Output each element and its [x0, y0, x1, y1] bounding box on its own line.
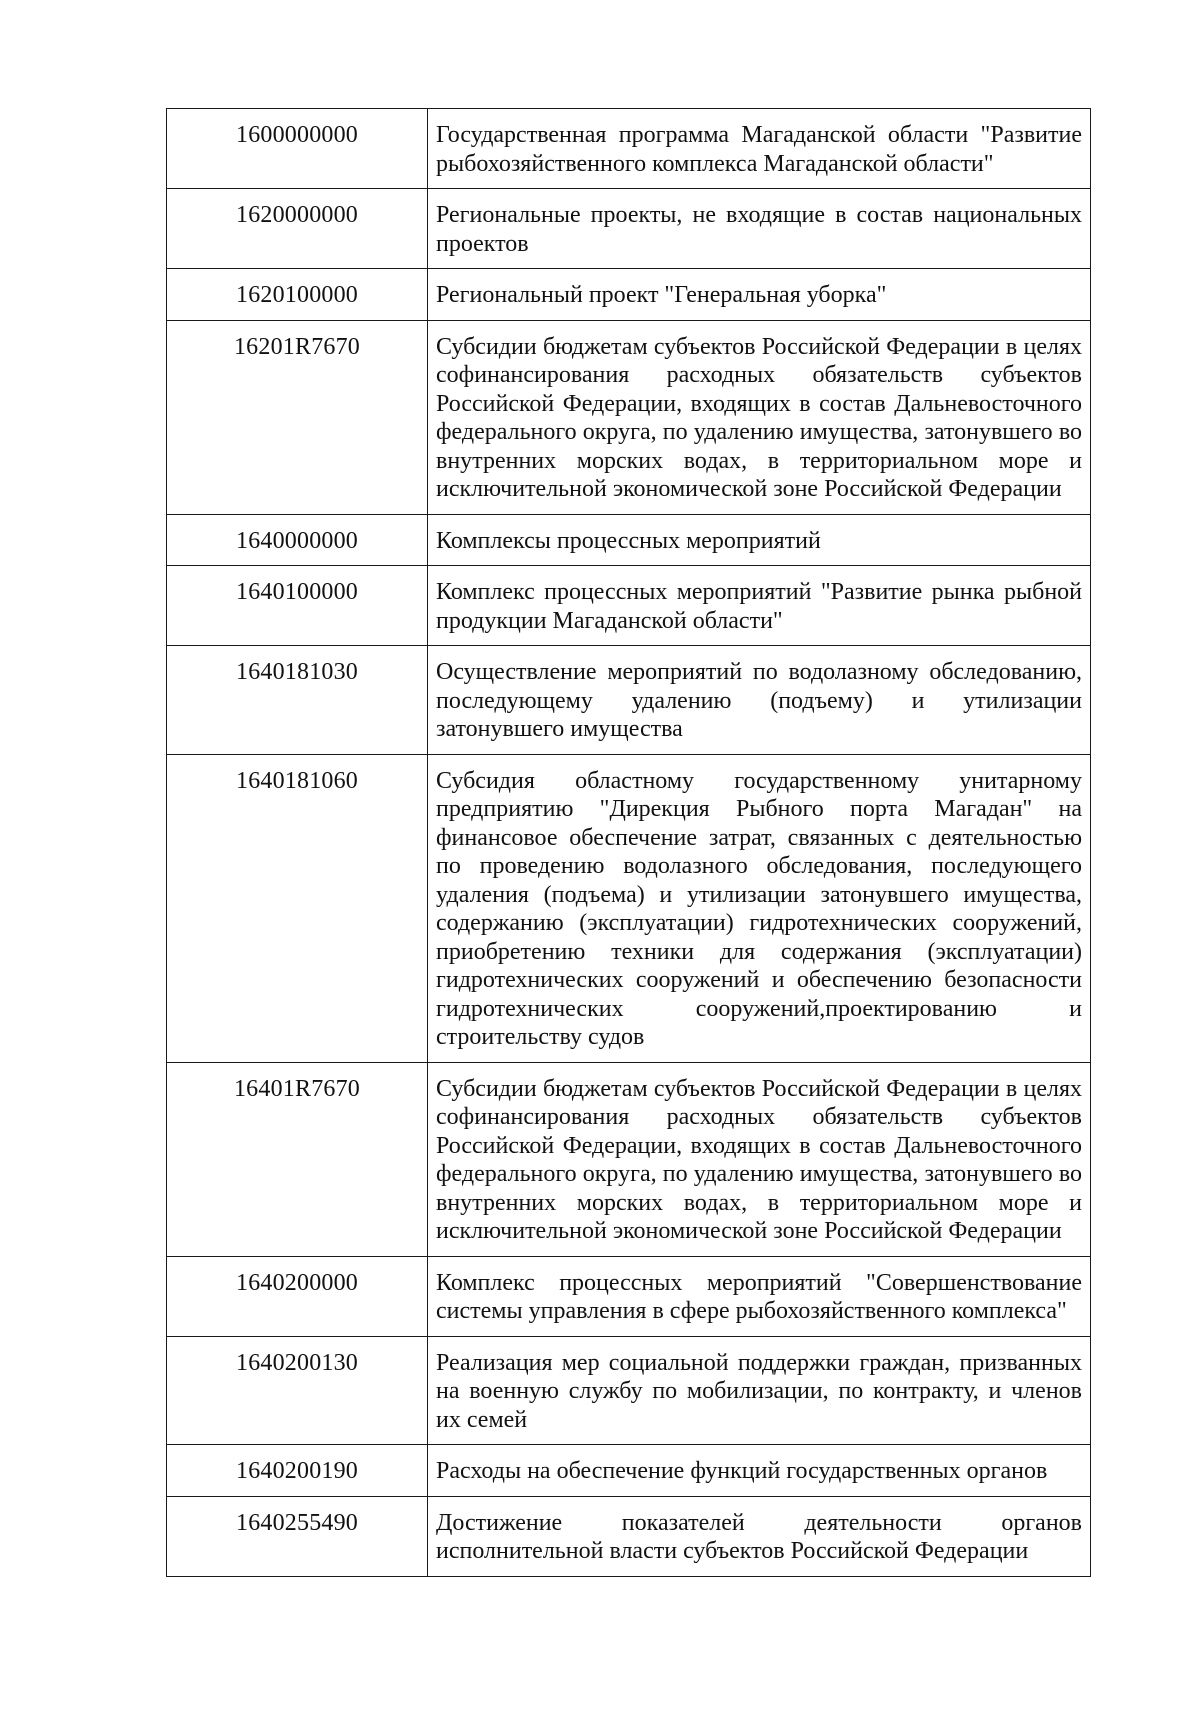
- table-row: [167, 269, 1091, 321]
- code-cell: 1640255490: [167, 1496, 428, 1576]
- table-row: [167, 320, 1091, 514]
- table-row: [167, 1256, 1091, 1336]
- description-cell: Субсидии бюджетам субъектов Российской Федерации в целях софинансирования расходных обязательств субъектов Российской Федерации, входящих в состав Дальневосточного федерального округа, по удалению имущества, затонувшего во внутренних морских водах, в территориальном море и исключительной экономической зоне Российской Федерации: [428, 1062, 1091, 1256]
- description-cell: Комплекс процессных мероприятий "Совершенствование системы управления в сфере рыбохозяйственного комплекса": [428, 1256, 1091, 1336]
- code-cell: 1600000000: [167, 109, 428, 189]
- table-row: [167, 514, 1091, 566]
- code-cell: 1640000000: [167, 514, 428, 566]
- description-cell: Субсидия областному государственному унитарному предприятию "Дирекция Рыбного порта Магадан" на финансовое обеспечение затрат, связанных с деятельностью по проведению водолазного обследования, последующего удаления (подъема) и утилизации затонувшего имущества, содержанию (эксплуатации) гидротехнических сооружений, приобретению техники для содержания (эксплуатации) гидротехнических сооружений и обеспечению безопасности гидротехнических сооружений,проектированию и строительству судов: [428, 754, 1091, 1062]
- table-row: [167, 1336, 1091, 1445]
- code-cell: 1640200190: [167, 1445, 428, 1497]
- description-cell: Субсидии бюджетам субъектов Российской Федерации в целях софинансирования расходных обязательств субъектов Российской Федерации, входящих в состав Дальневосточного федерального округа, по удалению имущества, затонувшего во внутренних морских водах, в территориальном море и исключительной экономической зоне Российской Федерации: [428, 320, 1091, 514]
- table-row: [167, 646, 1091, 755]
- code-cell: 1640181060: [167, 754, 428, 1062]
- description-cell: Комплекс процессных мероприятий "Развитие рынка рыбной продукции Магаданской области": [428, 566, 1091, 646]
- description-cell: Государственная программа Магаданской области "Развитие рыбохозяйственного комплекса Магаданской области": [428, 109, 1091, 189]
- table-row: [167, 109, 1091, 189]
- code-cell: 1640181030: [167, 646, 428, 755]
- table-row: [167, 189, 1091, 269]
- description-cell: Комплексы процессных мероприятий: [428, 514, 1091, 566]
- table-row: [167, 754, 1091, 1062]
- code-cell: 1620000000: [167, 189, 428, 269]
- code-cell: 1640100000: [167, 566, 428, 646]
- table-row: [167, 1496, 1091, 1576]
- table-row: [167, 1445, 1091, 1497]
- table-row: [167, 566, 1091, 646]
- description-cell: Реализация мер социальной поддержки граждан, призванных на военную службу по мобилизации, по контракту, и членов их семей: [428, 1336, 1091, 1445]
- description-cell: Достижение показателей деятельности органов исполнительной власти субъектов Российской Федерации: [428, 1496, 1091, 1576]
- description-cell: Региональные проекты, не входящие в состав национальных проектов: [428, 189, 1091, 269]
- code-cell: 16201R7670: [167, 320, 428, 514]
- code-cell: 1620100000: [167, 269, 428, 321]
- budget-codes-table: [166, 108, 1091, 1577]
- description-cell: Осуществление мероприятий по водолазному обследованию, последующему удалению (подъему) и утилизации затонувшего имущества: [428, 646, 1091, 755]
- code-cell: 1640200130: [167, 1336, 428, 1445]
- table-row: [167, 1062, 1091, 1256]
- description-cell: Региональный проект "Генеральная уборка": [428, 269, 1091, 321]
- description-cell: Расходы на обеспечение функций государственных органов: [428, 1445, 1091, 1497]
- code-cell: 1640200000: [167, 1256, 428, 1336]
- code-cell: 16401R7670: [167, 1062, 428, 1256]
